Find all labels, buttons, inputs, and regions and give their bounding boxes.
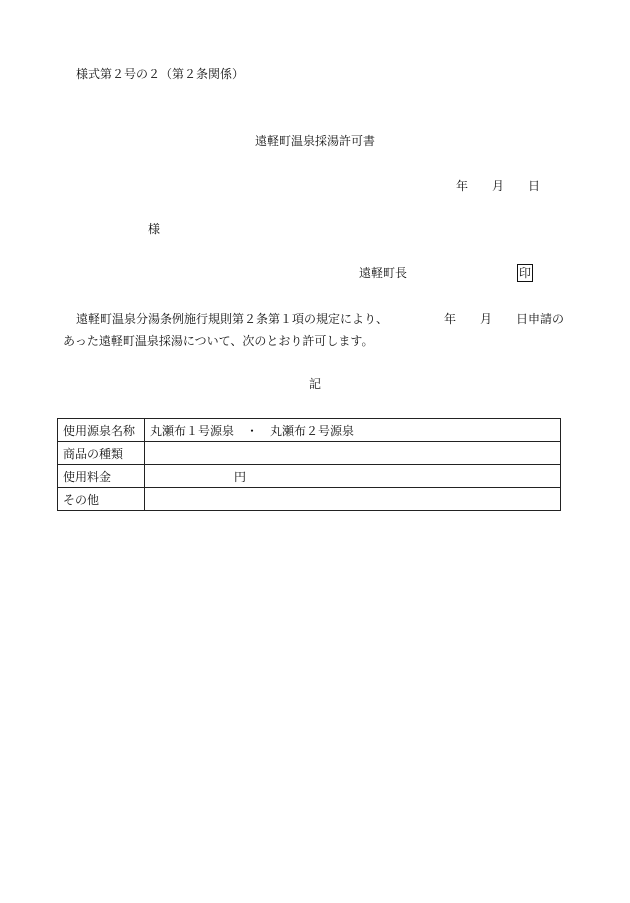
body-day: 日申請の — [516, 312, 565, 326]
issuer-name: 遠軽町長 — [359, 266, 408, 280]
body-month: 月 — [480, 312, 493, 326]
row-value — [145, 442, 561, 465]
table-row — [58, 488, 561, 511]
date-year: 年 — [456, 179, 469, 193]
permit-table — [57, 418, 561, 511]
date-month: 月 — [492, 179, 505, 193]
body-line-1 — [76, 313, 564, 325]
document-title: 遠軽町温泉採湯許可書 — [254, 134, 375, 148]
table-row — [58, 465, 561, 488]
body-year: 年 — [444, 312, 457, 326]
row-label: 使用源泉名称 — [58, 419, 145, 442]
body-line-2: あった遠軽町温泉採湯について、次のとおり許可します。 — [63, 334, 374, 348]
form-number: 様式第２号の２（第２条関係） — [76, 67, 245, 81]
table-row — [58, 442, 561, 465]
row-value: 丸瀬布１号源泉 ・ 丸瀬布２号源泉 — [145, 419, 561, 442]
table-row — [58, 419, 561, 442]
row-label: その他 — [58, 488, 145, 511]
seal-mark: 印 — [519, 266, 532, 280]
price-unit: 円 — [234, 469, 247, 484]
date-line — [456, 180, 540, 192]
row-value — [145, 488, 561, 511]
ki-heading: 記 — [308, 377, 321, 391]
body-text-a: 遠軽町温泉分湯条例施行規則第２条第１項の規定により、 — [76, 312, 389, 326]
row-value — [145, 465, 561, 488]
row-label: 商品の種類 — [58, 442, 145, 465]
row-label: 使用料金 — [58, 465, 145, 488]
addressee-suffix: 様 — [148, 222, 161, 236]
date-day: 日 — [528, 179, 541, 193]
